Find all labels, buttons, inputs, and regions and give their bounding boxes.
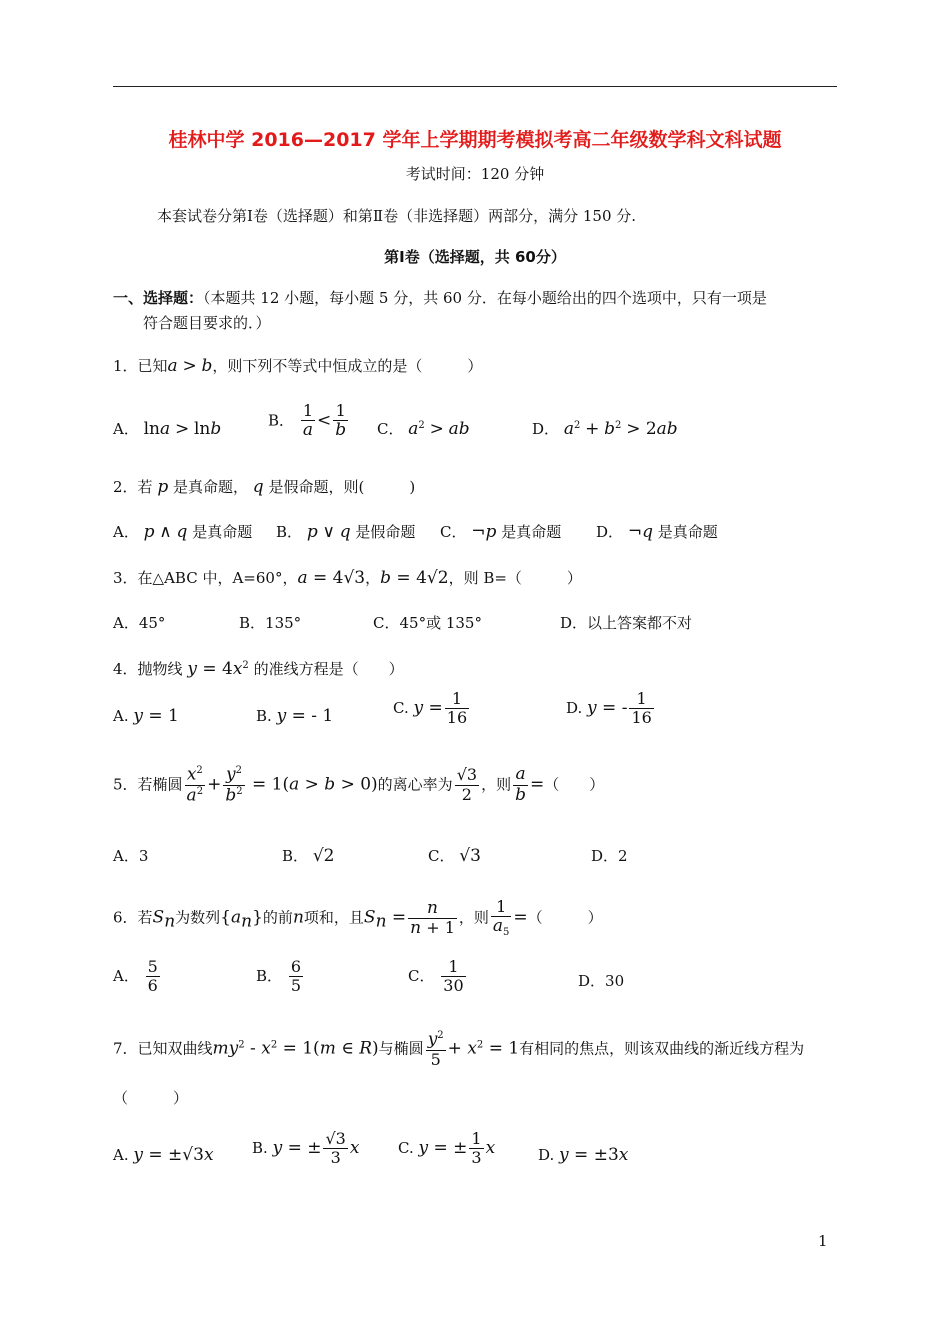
header-rule [113,86,837,87]
question-1-option-a: A． lna > lnb [113,419,222,439]
exam-intro: 本套试卷分第Ⅰ卷（选择题）和第Ⅱ卷（非选择题）两部分，满分 150 分. [157,207,637,225]
question-5-option-b: B． √2 [282,846,335,866]
section-instructions-text: （本题共 12 小题，每小题 5 分，共 60 分．在每小题给出的四个选项中，只有一项是 [203,289,767,307]
question-2-option-c: C． ¬p 是真命题 [440,522,562,542]
exam-title: 桂林中学 2016—2017 学年上学期期考模拟考高二年级数学科文科试题 [168,129,782,151]
question-3-option-c: C．45°或 135° [373,614,482,632]
exam-time: 考试时间：120 分钟 [405,165,545,183]
question-6-option-c: C． $\frac{1}{30}$ [408,957,464,996]
question-4-option-b: B. y = - 1 [256,706,334,726]
section-label: 一、选择题： [113,289,204,307]
question-7-option-c: C. y = ± $\frac{1}{3}$ x [398,1129,496,1168]
question-6-option-b: B． $\frac{6}{5}$ [256,957,301,996]
question-1-option-c: C． $a^2$ > ab [377,419,470,439]
question-3-option-d: D．以上答案都不对 [560,614,693,632]
question-7-option-a: A. y = ±√3x [113,1145,214,1165]
question-4-stem: 4．抛物线 $y = 4x^2$ 的准线方程是（ ） [113,659,404,679]
question-2-option-b: B． p ∨ q 是假命题 [276,522,416,542]
question-4-option-d: D. y = - $\frac{1}{16}$ [566,689,652,728]
question-2-option-a: A． p ∧ q 是真命题 [113,522,253,542]
question-7-option-b: B. y = ± $\frac{√3}{3}$ x [252,1129,360,1168]
question-6-stem: 6．若$S_n$为数列$\{a_n\}$的前n项和，且$S_n$ = $\frac{n}{n + 1}$ ，则 $\frac{1}{a_5}$ =（ ） [113,897,603,939]
question-5-option-a: A．3 [113,847,149,865]
page-number: 1 [818,1232,828,1250]
question-6-option-a: A． $\frac{5}{6}$ [113,957,158,996]
question-3-option-b: B．135° [239,614,302,632]
question-5-stem: 5．若椭圆 $\frac{x^2}{a^2}$ + $\frac{y^2}{b^2}$ = 1(a > b > 0)的离心率为 $\frac{√3}{2}$ ，则 $\frac{a}{b}$ =（ ） [113,764,605,806]
question-6-option-d: D．30 [578,972,625,990]
question-5-option-c: C． √3 [428,846,481,866]
question-5-option-d: D．2 [591,847,628,865]
question-1-stem: 1．已知a > b，则下列不等式中恒成立的是（ ） [113,356,483,376]
question-1-option-d: D． $a^2 + b^2 > 2ab$ [532,419,678,439]
part1-title: 第Ⅰ卷（选择题，共 60分） [384,248,566,266]
question-4-option-a: A. y = 1 [113,706,179,726]
question-7-stem: 7．已知双曲线$my^2 - x^2 = 1(m$ ∈ R)与椭圆 $\frac{y^2}{5}$ + $x^2 = 1$有相同的焦点，则该双曲线的渐近线方程为 [113,1029,805,1069]
question-4-option-c: C. y = $\frac{1}{16}$ [393,689,468,728]
question-7-option-d: D. y = ±3x [538,1145,629,1165]
question-3-stem: 3．在△ABC 中，A=60°，a = 4√3，b = 4√2，则 B=（ ） [113,568,582,588]
question-7-stem-line2: （ ） [113,1089,189,1107]
question-2-option-d: D． ¬q 是真命题 [596,522,718,542]
question-3-option-a: A．45° [113,614,166,632]
question-2-stem: 2．若 p 是真命题， q 是假命题，则( ) [113,477,416,497]
section-instructions-line2: 符合题目要求的．） [143,314,271,332]
section-instructions [113,287,767,308]
question-1-option-b: B． $\frac{1}{a}$ < $\frac{1}{b}$ [268,401,347,441]
